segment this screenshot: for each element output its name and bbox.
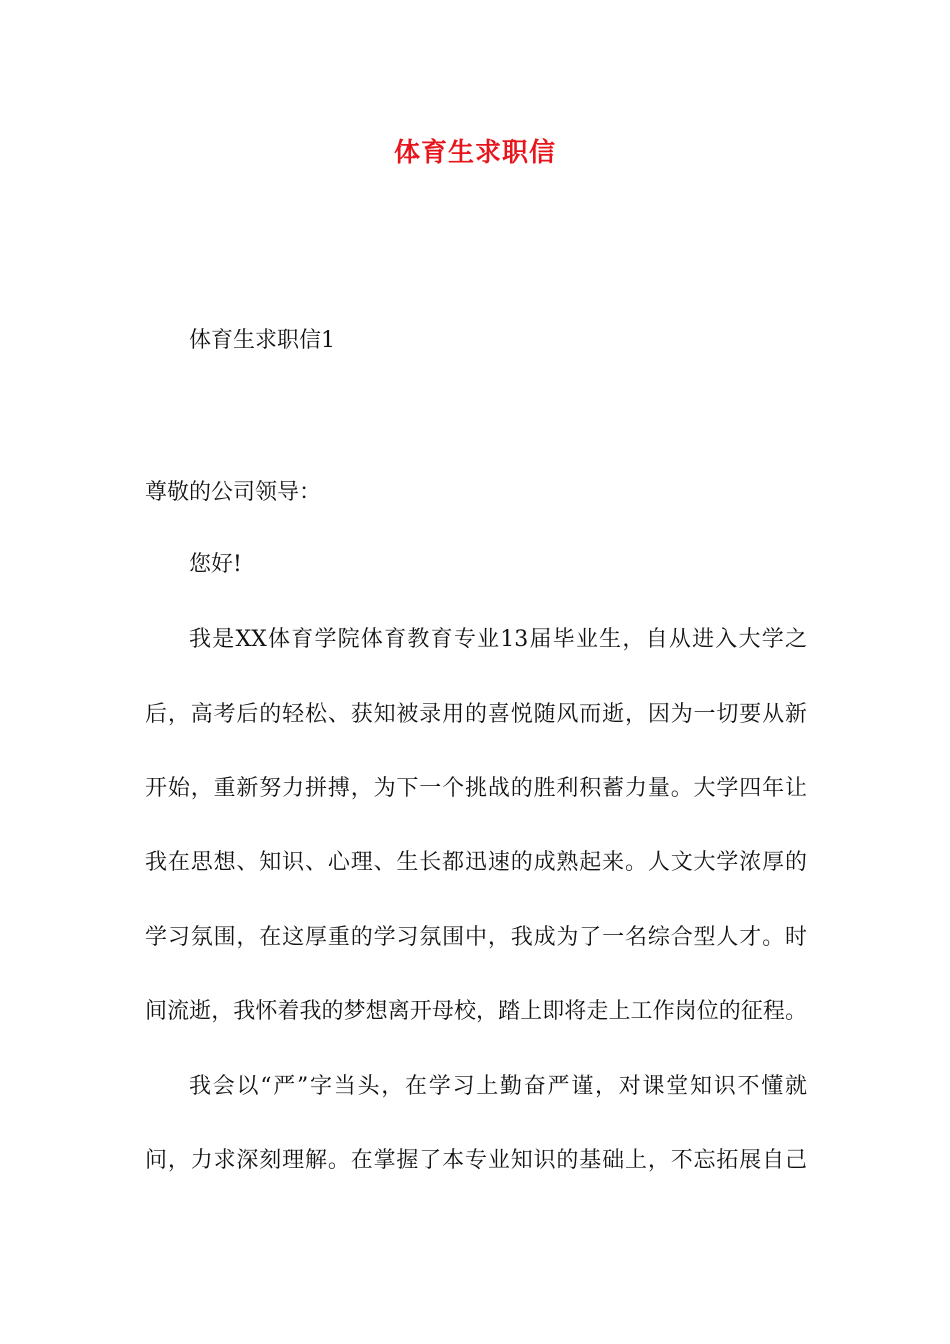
paragraph-line: 我是XX体育学院体育教育专业13届毕业生，自从进入大学之	[189, 627, 807, 652]
salutation: 尊敬的公司领导：	[145, 480, 322, 505]
paragraph-line: 后，高考后的轻松、获知被录用的喜悦随风而逝，因为一切要从新	[145, 702, 807, 727]
greeting: 您好!	[189, 552, 242, 577]
paragraph-line: 我在思想、知识、心理、生长都迅速的成熟起来。人文大学浓厚的	[145, 850, 807, 875]
paragraph-line: 问，力求深刻理解。在掌握了本专业知识的基础上，不忘拓展自己	[145, 1148, 807, 1173]
paragraph-line: 我会以“严”字当头，在学习上勤奋严谨，对课堂知识不懂就	[189, 1074, 807, 1099]
paragraph-line: 开始，重新努力拼搏，为下一个挑战的胜利积蓄力量。大学四年让	[145, 776, 807, 801]
document-title: 体育生求职信	[393, 138, 556, 168]
paragraph-line: 学习氛围，在这厚重的学习氛围中，我成为了一名综合型人才。时	[145, 925, 807, 950]
paragraph-line: 间流逝，我怀着我的梦想离开母校，踏上即将走上工作岗位的征程。	[145, 999, 807, 1024]
section-heading: 体育生求职信1	[189, 328, 335, 353]
